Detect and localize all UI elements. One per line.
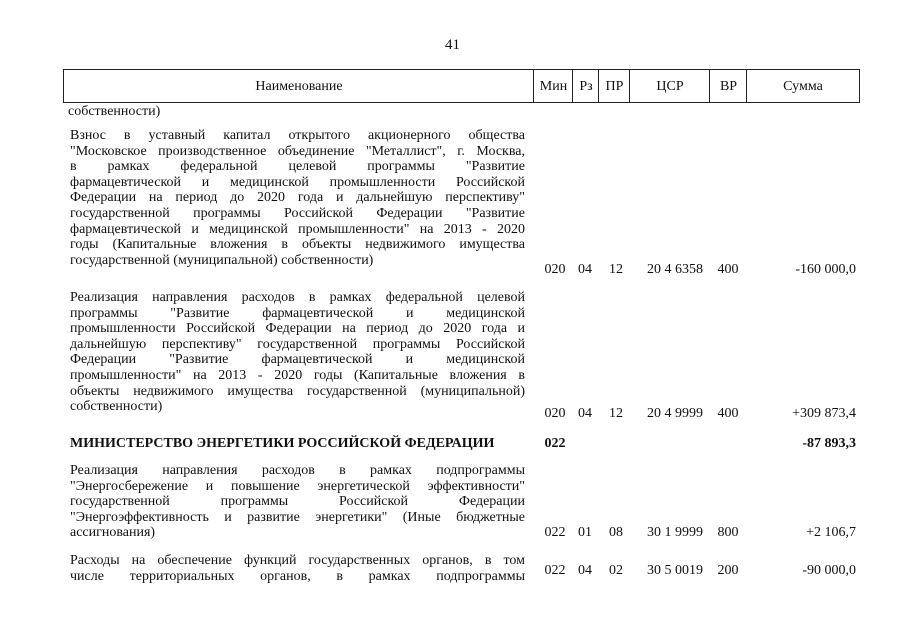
cell-sum: -87 893,3 <box>802 436 856 451</box>
header-min: Мин <box>533 70 573 102</box>
row-name <box>70 463 525 541</box>
row-line: "Энергоэффективность и развитие энергетики" (Иные бюджетные <box>70 509 525 525</box>
row-line: собственности) <box>70 399 163 415</box>
row-line: промышленности" на 2013 - 2020 годы (Капитальные вложения в <box>70 367 525 383</box>
cell-min: 022 <box>544 525 566 540</box>
row-line: Взнос в уставный капитал открытого акционерного общества <box>70 128 525 143</box>
cell-vr: 400 <box>717 262 739 277</box>
row-name <box>68 104 523 120</box>
ministry-title: МИНИСТЕРСТВО ЭНЕРГЕТИКИ РОССИЙСКОЙ ФЕДЕРАЦИИ <box>70 436 495 451</box>
header-csr: ЦСР <box>629 70 710 102</box>
row-name <box>70 553 525 584</box>
cell-rz: 01 <box>578 525 592 540</box>
row-line: в рамках федеральной целевой программы "Развитие <box>70 159 525 175</box>
row-line: Федерации на период до 2020 года и дальнейшую перспективу" <box>70 190 525 206</box>
cell-pr: 08 <box>609 525 623 540</box>
cell-min: 022 <box>544 563 566 578</box>
cell-pr: 12 <box>609 262 623 277</box>
cell-sum: +309 873,4 <box>792 406 856 421</box>
row-line: "Московское производственное объединение "Металлист", г. Москва, <box>70 143 525 159</box>
row-line: фармацевтической и медицинской промышленности" на 2013 - 2020 <box>70 221 525 237</box>
row-line: "Энергосбережение и повышение энергетической эффективности" <box>70 478 525 494</box>
row-line: Реализация направления расходов в рамках федеральной целевой <box>70 290 525 305</box>
row-line: фармацевтической и медицинской промышленности Российской <box>70 174 525 190</box>
row-name <box>70 290 525 415</box>
row-line: программы "Развитие фармацевтической и медицинской <box>70 305 525 321</box>
row-line: государственной программы Российской Федерации "Развитие <box>70 205 525 221</box>
cell-vr: 200 <box>717 563 739 578</box>
row-line: государственной (муниципальной) собственности) <box>70 252 374 268</box>
cell-min: 020 <box>544 406 566 421</box>
cell-csr: 20 4 6358 <box>647 262 703 277</box>
cell-csr: 20 4 9999 <box>647 406 703 421</box>
row-line: ассигнования) <box>70 525 156 541</box>
row-line: Реализация направления расходов в рамках подпрограммы <box>70 463 525 478</box>
row-line: Расходы на обеспечение функций государственных органов, в том <box>70 553 525 568</box>
cell-sum: +2 106,7 <box>806 525 856 540</box>
row-line: Федерации "Развитие фармацевтической и медицинской <box>70 352 525 368</box>
cell-rz: 04 <box>578 406 592 421</box>
cell-csr: 30 1 9999 <box>647 525 703 540</box>
cell-csr: 30 5 0019 <box>647 563 703 578</box>
row-line: промышленности Российской Федерации на период до 2020 года и <box>70 321 525 337</box>
cell-rz: 04 <box>578 262 592 277</box>
cell-sum: -160 000,0 <box>795 262 856 277</box>
header-sum: Сумма <box>746 70 859 102</box>
page-number: 41 <box>445 37 460 53</box>
cell-min: 020 <box>544 262 566 277</box>
cell-vr: 400 <box>717 406 739 421</box>
cell-sum: -90 000,0 <box>802 563 856 578</box>
cell-pr: 02 <box>609 563 623 578</box>
row-name <box>70 128 525 268</box>
cell-rz: 04 <box>578 563 592 578</box>
row-line: числе территориальных органов, в рамках подпрограммы <box>70 568 525 584</box>
table-header <box>63 69 860 103</box>
row-line: дальнейшую перспективу" государственной программы Российской <box>70 336 525 352</box>
header-name: Наименование <box>255 79 343 94</box>
header-rz: Рз <box>572 70 599 102</box>
row-line: государственной программы Российской Федерации <box>70 494 525 510</box>
cell-vr: 800 <box>717 525 739 540</box>
row-line: годы (Капитальные вложения в объекты недвижимого имущества <box>70 237 525 253</box>
header-vr: ВР <box>709 70 747 102</box>
row-line: собственности) <box>68 104 161 119</box>
cell-min: 022 <box>544 436 566 451</box>
cell-pr: 12 <box>609 406 623 421</box>
row-line: объекты недвижимого имущества государственной (муниципальной) <box>70 383 525 399</box>
header-pr: ПР <box>598 70 630 102</box>
